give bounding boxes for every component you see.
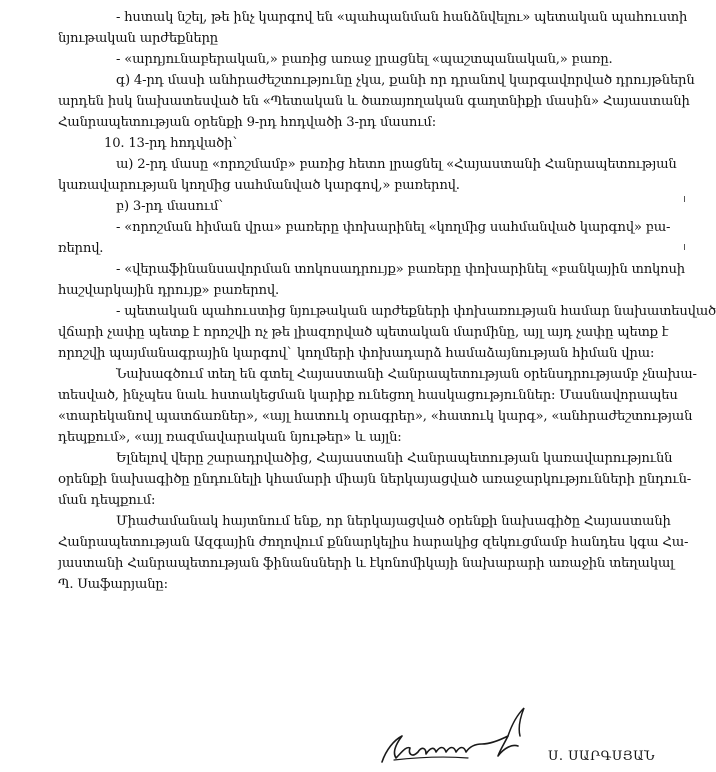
text-line: - «վերաֆինանսավորման տոկոսադրույք» բառերը փոխարինել «բանկային տոկոսի <box>116 262 685 277</box>
text-line: ա) 2-րդ մասը «որոշմամբ» բառից հետո լրացնել «Հայաստանի Հանրապետության <box>116 157 677 172</box>
text-line: 10. 13-րդ հոդվածի` <box>104 136 239 151</box>
text-line: - պետական պահուստից նյութական արժեքների փոխառության համար նախատեսված <box>116 304 716 319</box>
text-line: «տարեկանով պատճառներ», «այլ հատուկ օրագրեր», «հատուկ կարգ», «անհրաժեշտության <box>58 409 693 424</box>
text-line: - «արդյունաբերական,» բառից առաջ լրացնել «պաշտպանական,» բառը. <box>116 52 613 67</box>
text-line: հաշվարկային դրույք» բառերով. <box>58 283 279 298</box>
text-line: Հանրապետության օրենքի 9-րդ հոդվածի 3-րդ մասում: <box>58 115 436 130</box>
text-line: բ) 3-րդ մասում` <box>116 199 225 214</box>
text-line: արդեն իսկ նախատեսված են «Պետական և ծառայողական գաղտնիքի մասին» Հայաստանի <box>58 94 690 109</box>
text-line: Նախագծում տեղ են գտել Հայաստանի Հանրապետության օրենսդրությամբ չնախա- <box>116 367 697 382</box>
scan-speck <box>684 196 685 202</box>
text-line: դեպքում», «այլ ռազմավարական նյութեր» և այլն: <box>58 430 402 445</box>
text-line: - հստակ նշել, թե ինչ կարգով են «պահպանման հանձնվելու» պետական պահուստի <box>116 10 688 25</box>
signature <box>372 700 542 770</box>
text-line: վճարի չափը պետք է որոշվի ոչ թե լիազորված պետական մարմինը, այլ այդ չափը պետք է <box>58 325 669 340</box>
text-line: Պ. Սաֆարյանը: <box>58 577 168 592</box>
signer-name: Ս. ՍԱՐԳՍՅԱՆ <box>548 749 656 764</box>
text-line: տեսված, ինչպես նաև հստակեցման կարիք ունեցող հասկացություններ: Մասնավորապես <box>58 388 678 403</box>
text-line: ման դեպքում: <box>58 493 156 508</box>
text-line: ռերով. <box>58 241 104 256</box>
text-line: նյութական արժեքները <box>58 31 218 46</box>
text-line: գ) 4-րդ մասի անհրաժեշտությունը չկա, քանի որ դրանով կարգավորված դրույթներն <box>116 73 695 88</box>
text-line: կառավարության կողմից սահմանված կարգով,» բառերով. <box>58 178 460 193</box>
text-line: - «որոշման հիման վրա» բառերը փոխարինել «կողմից սահմանված կարգով» բա- <box>116 220 671 235</box>
text-line: որոշվի պայմանագրային կարգով` կողմերի փոխադարձ համաձայնության հիման վրա: <box>58 346 655 361</box>
text-line: Միաժամանակ հայտնում ենք, որ ներկայացված օրենքի նախագիծը Հայաստանի <box>116 514 671 529</box>
text-line: Ելնելով վերը շարադրվածից, Հայաստանի Հանրապետության կառավարությունն <box>116 451 673 466</box>
text-line: Հանրապետության Ազգային ժողովում քննարկելիս հարակից զեկուցմամբ հանդես կգա Հա- <box>58 535 689 550</box>
scan-speck <box>684 244 685 250</box>
text-line: օրենքի նախագիծը ընդունելի կհամարի միայն ներկայացված առաջարկությունների ընդուն- <box>58 472 692 487</box>
text-line: յաստանի Հանրապետության ֆինանսների և էկոնոմիկայի նախարարի առաջին տեղակալ <box>58 556 674 571</box>
